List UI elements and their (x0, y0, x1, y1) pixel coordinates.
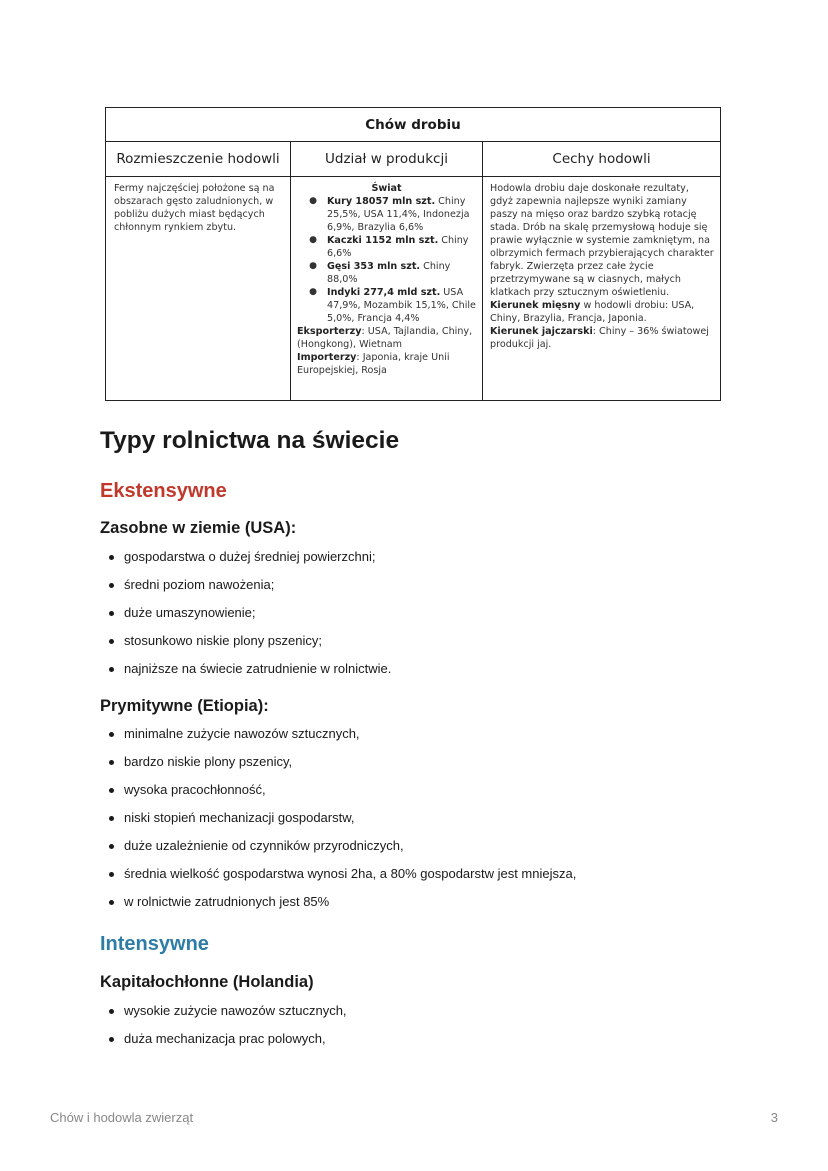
bullet-icon: ● (309, 235, 317, 245)
item-text: Chiny 25,5%, USA 11,4%, Indonezja 6,9%, Brazylia 6,6% (327, 196, 470, 233)
features-text: Hodowla drobiu daje doskonałe rezultaty, gdyż zapewnia najlepsze wyniki zamiany paszy na mięso oraz bardzo szybką rotację stada. Drób na skalę przemysłową hoduje się prawie wyłącznie w systemie zamkniętym, na olbrzymich fermach przybierających charakter fabryk. Zwierzęta przez całe życie przetrzymywane są w ciasnych, małych klatkach przy sztucznym oświetleniu. (490, 183, 714, 298)
list-item: duże umaszynowienie; (100, 605, 391, 633)
meat-direction-line (490, 299, 714, 325)
cell-breeding-features (483, 177, 720, 400)
exporters-label: Eksporterzy (297, 326, 362, 337)
egg-text: : Chiny – 36% światowej produkcji jaj. (490, 326, 709, 350)
bullet-icon: ● (309, 196, 317, 206)
item-text: USA 47,9%, Mozambik 15,1%, Chile 5,0%, Francja 4,4% (327, 287, 476, 324)
list-item: wysokie zużycie nawozów sztucznych, (100, 1003, 347, 1031)
header-breeding-features: Cechy hodowli (552, 151, 651, 167)
list-item: w rolnictwie zatrudnionych jest 85% (100, 894, 576, 922)
item-bold: Kaczki 1152 mln szt. (327, 235, 439, 246)
netherlands-list (100, 1003, 347, 1059)
list-item: wysoka pracochłonność, (100, 782, 576, 810)
item-bold: Indyki 277,4 mld szt. (327, 287, 441, 298)
list-item: duże uzależnienie od czynników przyrodniczych, (100, 838, 576, 866)
page-title: Typy rolnictwa na świecie (100, 427, 400, 454)
bullet-icon: ● (309, 287, 317, 297)
poultry-table (105, 107, 721, 401)
list-item (297, 286, 476, 325)
page-number: 3 (770, 1110, 778, 1125)
section-extensive-heading: Ekstensywne (100, 480, 227, 502)
egg-direction-line (490, 325, 714, 351)
importers-line (297, 351, 476, 377)
header-production-share: Udział w produkcji (291, 142, 483, 176)
item-bold: Gęsi 353 mln szt. (327, 261, 421, 272)
exporters-text: : USA, Tajlandia, Chiny, (Hongkong), Wietnam (297, 326, 473, 350)
exporters-line (297, 325, 476, 351)
table-body-row (106, 177, 720, 400)
item-bold: Kury 18057 mln szt. (327, 196, 436, 207)
list-item (297, 234, 476, 260)
list-item: gospodarstwa o dużej średniej powierzchni; (100, 549, 391, 577)
table-title: Chów drobiu (106, 108, 720, 142)
usa-list (100, 549, 391, 689)
subsection-ethiopia-heading: Prymitywne (Etiopia): (100, 697, 269, 715)
footer-title: Chów i hodowla zwierząt (50, 1110, 194, 1125)
list-item (297, 260, 476, 286)
importers-label: Importerzy (297, 352, 357, 363)
list-item: niski stopień mechanizacji gospodarstw, (100, 810, 576, 838)
section-intensive-heading: Intensywne (100, 933, 209, 955)
world-heading: Świat (371, 183, 402, 194)
list-item: bardzo niskie plony pszenicy, (100, 754, 576, 782)
list-item: duża mechanizacja prac polowych, (100, 1031, 347, 1059)
table-header-row (106, 142, 720, 177)
bullet-icon: ● (309, 261, 317, 271)
subsection-usa-heading: Zasobne w ziemie (USA): (100, 519, 297, 537)
subsection-netherlands-heading: Kapitałochłonne (Holandia) (100, 973, 314, 991)
egg-label: Kierunek jajczarski (490, 326, 593, 337)
cell-distribution: Fermy najczęściej położone są na obszarach gęsto zaludnionych, w pobliżu dużych miast będących chłonnym rynkiem zbytu. (106, 177, 291, 400)
importers-text: : Japonia, kraje Unii Europejskiej, Rosja (297, 352, 450, 376)
list-item: stosunkowo niskie plony pszenicy; (100, 633, 391, 661)
meat-text: w hodowli drobiu: USA, Chiny, Brazylia, Francja, Japonia. (490, 300, 695, 324)
ethiopia-list (100, 726, 576, 922)
item-text: Chiny 88,0% (327, 261, 451, 285)
item-text: Chiny 6,6% (327, 235, 469, 259)
cell-production-share (291, 177, 483, 400)
list-item: średnia wielkość gospodarstwa wynosi 2ha, a 80% gospodarstw jest mniejsza, (100, 866, 576, 894)
list-item: najniższe na świecie zatrudnienie w rolnictwie. (100, 661, 391, 689)
list-item: średni poziom nawożenia; (100, 577, 391, 605)
header-distribution: Rozmieszczenie hodowli (106, 142, 291, 176)
list-item (297, 195, 476, 234)
list-item: minimalne zużycie nawozów sztucznych, (100, 726, 576, 754)
meat-label: Kierunek mięsny (490, 300, 581, 311)
